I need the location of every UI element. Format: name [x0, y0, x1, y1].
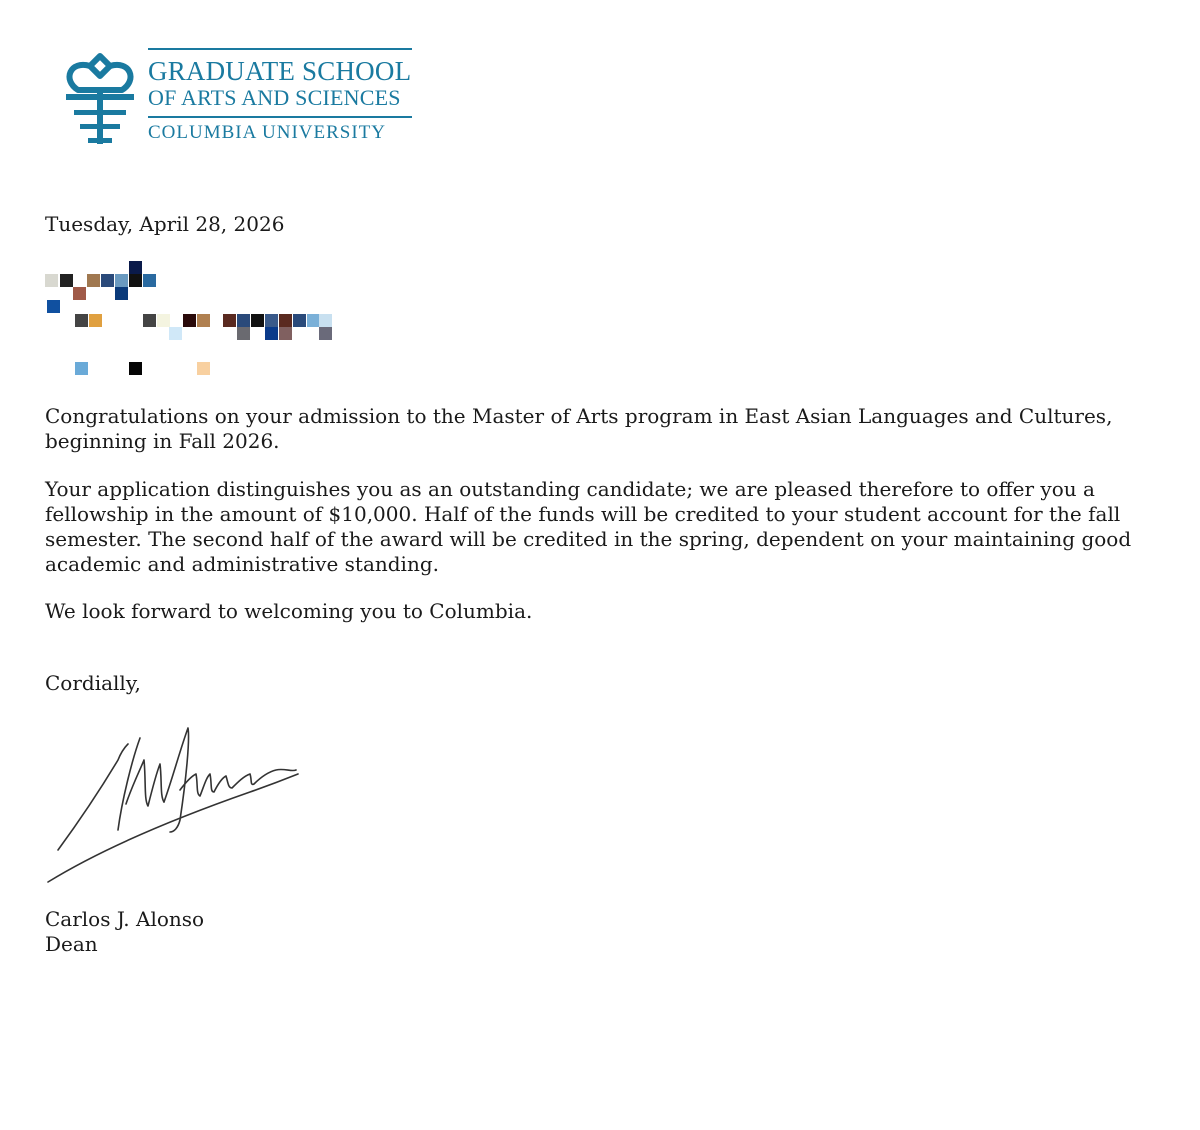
letter-date: Tuesday, April 28, 2026	[45, 212, 285, 236]
letterhead-top-rule	[148, 48, 412, 50]
redacted-address	[45, 258, 345, 378]
letterhead-line2: OF ARTS AND SCIENCES	[148, 85, 401, 110]
columbia-crown-icon	[60, 50, 140, 146]
letterhead-logo	[60, 48, 420, 148]
letter-closing: Cordially,	[45, 671, 141, 695]
letter-paragraph-admission: Congratulations on your admission to the Master of Arts program in East Asian Languages and Cultures, beginning in Fall 2026.	[45, 404, 1113, 453]
letterhead-line1: GRADUATE SCHOOL	[148, 56, 412, 86]
letter-paragraph-welcome: We look forward to welcoming you to Columbia.	[45, 599, 533, 623]
letterhead-text	[148, 48, 412, 144]
letterhead-line3: COLUMBIA UNIVERSITY	[148, 122, 387, 143]
signer-name: Carlos J. Alonso	[45, 907, 205, 931]
letterhead-middle-rule	[148, 116, 412, 118]
handwritten-signature	[40, 720, 310, 890]
letter-paragraph-fellowship: Your application distinguishes you as an outstanding candidate; we are pleased therefore to offer you a fellowship in the amount of $10,000. Half of the funds will be credited to your student account for the fall semester. The second half of the award will be credited in the spring, dependent on your maintaining good academic and administrative standing.	[45, 477, 1132, 576]
signer-title: Dean	[45, 932, 98, 956]
